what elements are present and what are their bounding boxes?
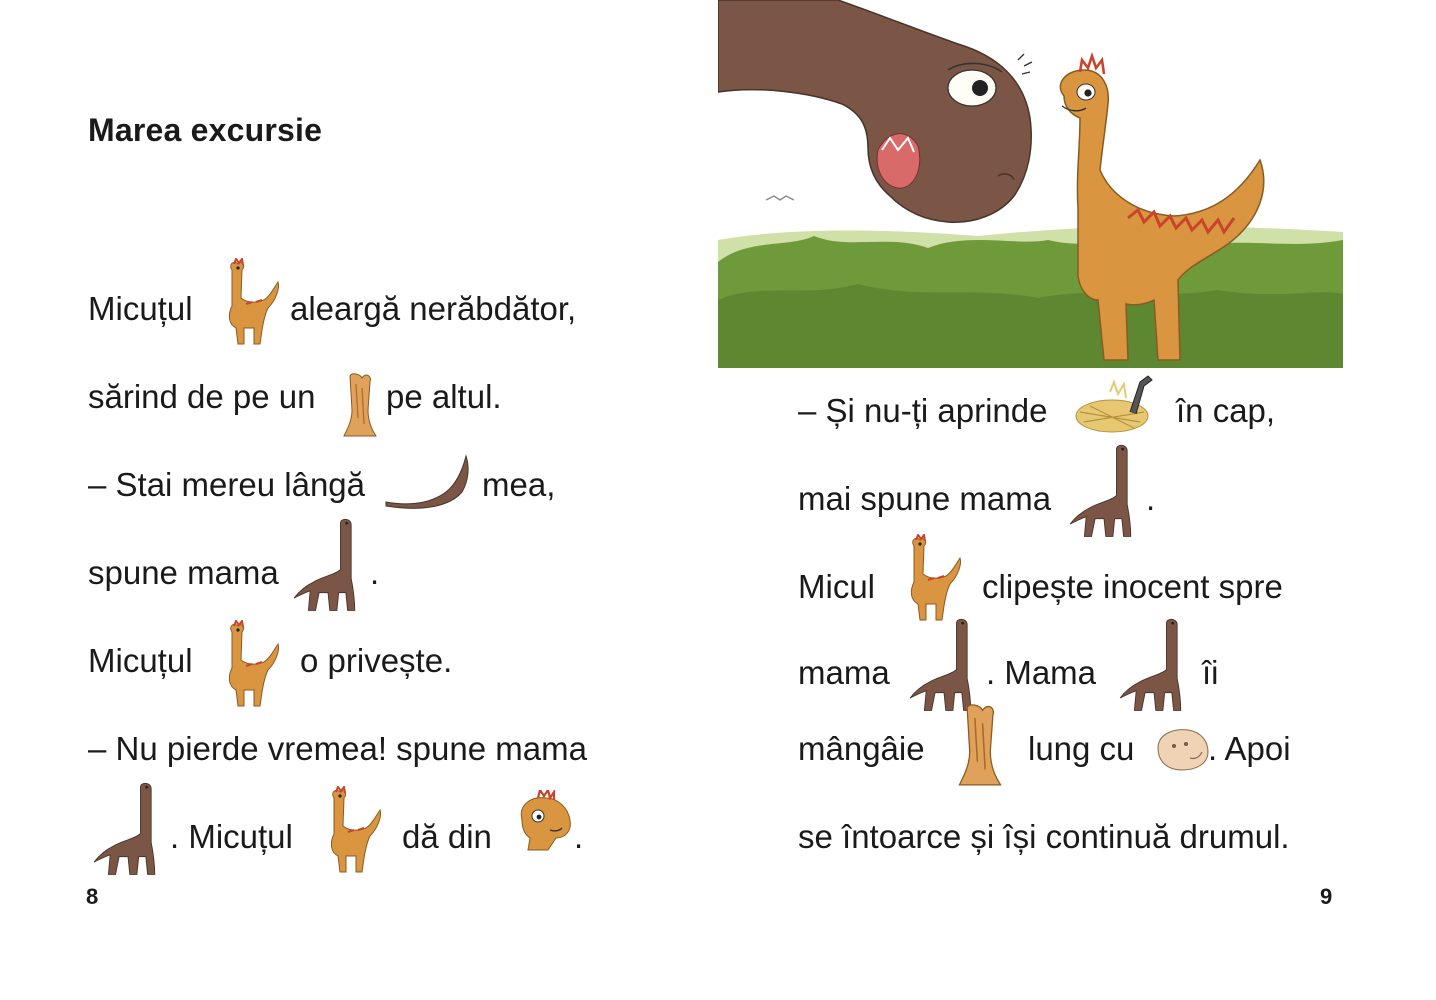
text-line xyxy=(402,817,492,857)
line-text: spune mama xyxy=(88,554,279,591)
text-line xyxy=(1146,479,1155,519)
text-line xyxy=(798,817,1290,857)
mother-neck-icon xyxy=(384,450,474,510)
text-line xyxy=(88,641,193,681)
baby-dinosaur-icon xyxy=(214,258,284,348)
story-title: Marea excursie xyxy=(88,112,323,148)
line-text: mama xyxy=(798,654,890,691)
line-text: Micul xyxy=(798,568,876,605)
line-text: . Apoi xyxy=(1208,730,1291,767)
text-line xyxy=(88,377,316,417)
line-text: mângâie xyxy=(798,730,925,767)
line-text: clipește inocent spre xyxy=(982,568,1283,605)
text-line xyxy=(482,465,555,505)
text-line xyxy=(300,641,452,681)
text-line xyxy=(88,289,193,329)
text-line xyxy=(982,567,1283,607)
line-text: – Nu pierde vremea! spune mama xyxy=(88,730,587,767)
line-text: . Micuțul xyxy=(170,818,293,855)
line-text: aleargă nerăbdător, xyxy=(290,290,577,327)
line-text: îi xyxy=(1202,654,1219,691)
text-line xyxy=(986,653,1096,693)
line-text: o privește. xyxy=(300,642,453,679)
text-line xyxy=(88,729,587,769)
text-line xyxy=(88,465,365,505)
text-line xyxy=(798,653,890,693)
line-text: mea, xyxy=(482,466,556,503)
line-text: – Stai mereu lângă xyxy=(88,466,366,503)
text-line xyxy=(798,567,875,607)
text-line xyxy=(386,377,502,417)
line-text: se întoarce și își continuă drumul. xyxy=(798,818,1290,855)
mother-dinosaur-icon xyxy=(288,516,368,614)
baby-dinosaur-icon xyxy=(316,786,386,876)
right-page xyxy=(718,0,1436,1000)
line-text: Micuțul xyxy=(88,290,193,327)
burning-nest-icon xyxy=(1070,372,1160,442)
baby-dinosaur-icon xyxy=(214,620,284,710)
text-line xyxy=(798,729,925,769)
tree-stump-icon xyxy=(950,700,1010,790)
line-text: sărind de pe un xyxy=(88,378,316,415)
text-line xyxy=(88,553,279,593)
page-number: 9 xyxy=(1320,884,1333,909)
line-text: dă din xyxy=(402,818,492,855)
text-line xyxy=(1176,391,1275,431)
line-text: Micuțul xyxy=(88,642,193,679)
text-line xyxy=(1202,653,1219,693)
text-line xyxy=(290,289,576,329)
line-text: – Și nu-ți aprinde xyxy=(798,392,1048,429)
line-text: . Mama xyxy=(986,654,1097,691)
line-text: . xyxy=(574,818,584,855)
tree-stump-icon xyxy=(340,370,380,440)
line-text: . xyxy=(370,554,380,591)
text-line xyxy=(798,391,1047,431)
text-line xyxy=(1208,729,1291,769)
mother-dinosaur-icon xyxy=(1064,442,1144,540)
baby-head-icon xyxy=(508,790,578,860)
text-line xyxy=(1028,729,1134,769)
text-line xyxy=(574,817,583,857)
baby-dinosaur-icon xyxy=(896,534,966,624)
mother-dinosaur-icon xyxy=(88,780,168,878)
text-line xyxy=(798,479,1051,519)
line-text: în cap, xyxy=(1176,392,1276,429)
mother-dinosaur-icon xyxy=(1114,616,1194,714)
text-line xyxy=(370,553,379,593)
story-illustration xyxy=(718,0,1343,368)
mother-snout-icon xyxy=(1152,722,1212,776)
line-text: . xyxy=(1146,480,1156,517)
line-text: pe altul. xyxy=(386,378,502,415)
line-text: mai spune mama xyxy=(798,480,1052,517)
text-line xyxy=(170,817,293,857)
page-number: 8 xyxy=(86,884,99,909)
line-text: lung cu xyxy=(1028,730,1135,767)
